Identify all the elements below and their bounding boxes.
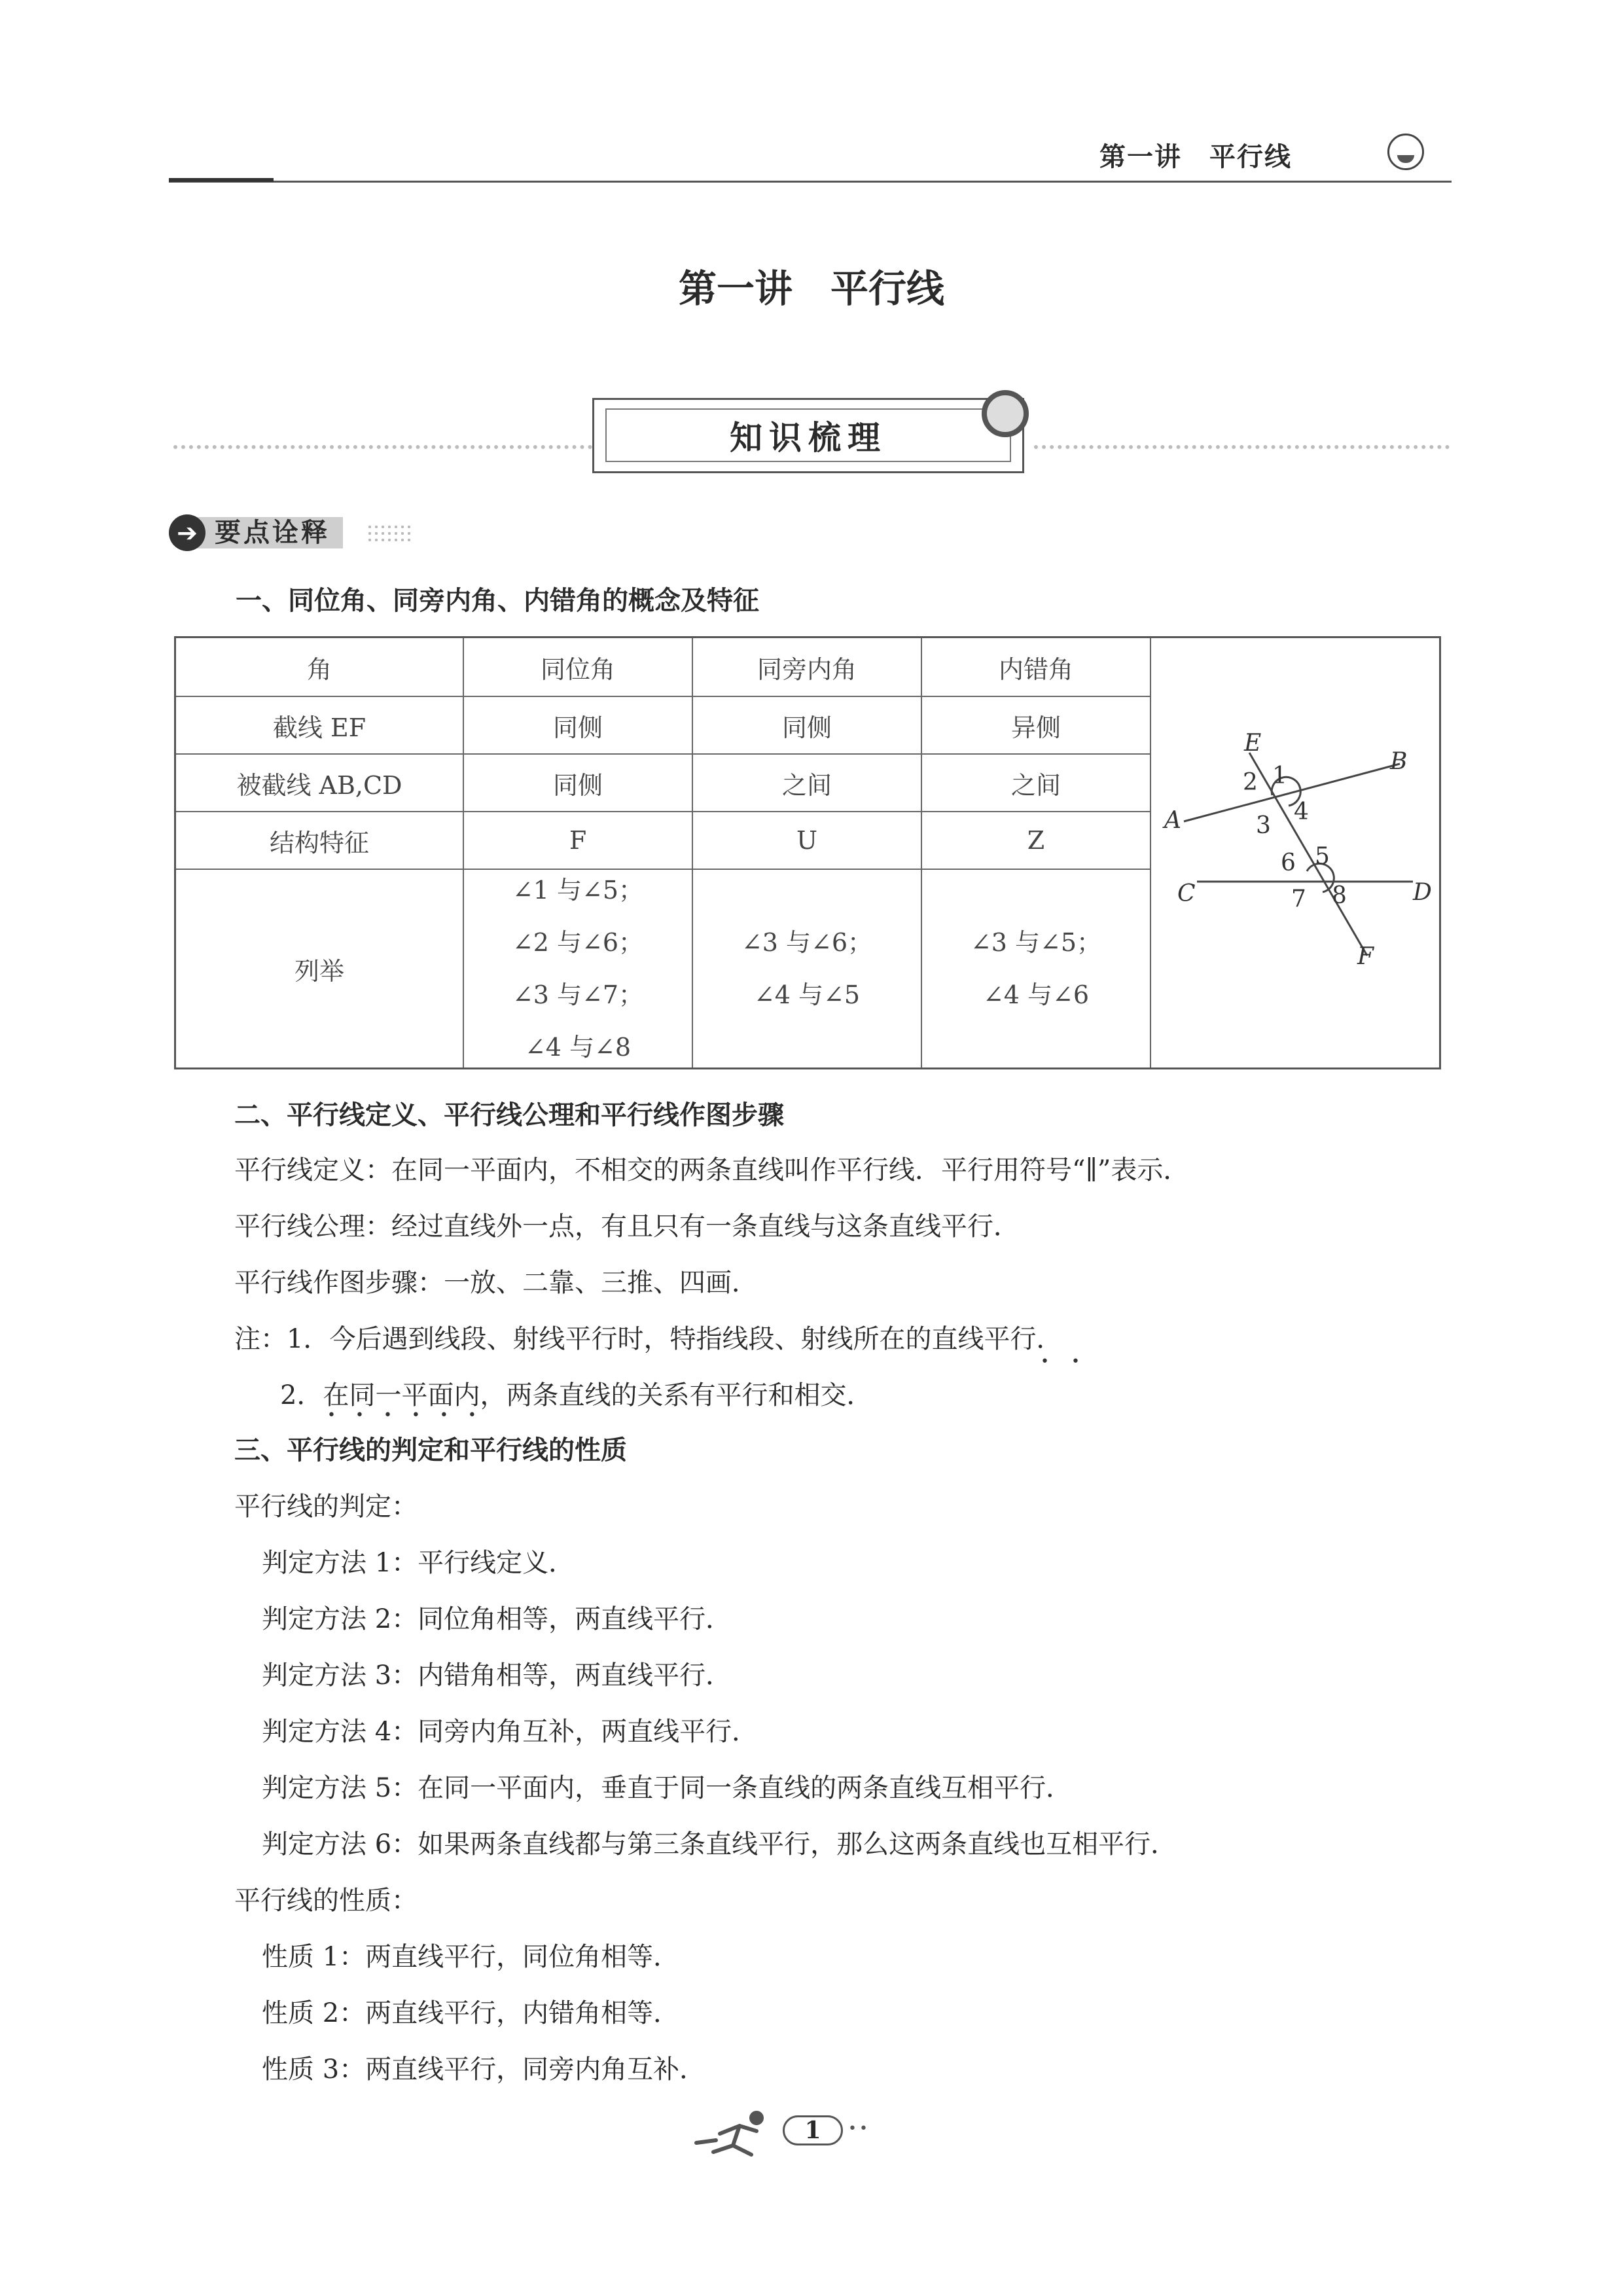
label-e: E (1244, 730, 1262, 757)
label-a: A (1164, 807, 1181, 834)
prop-item: 性质 3：两直线平行，同旁内角互补． (262, 2054, 706, 2085)
list-item: ∠3 与∠5； (970, 928, 1102, 957)
footer-dots: •• (848, 2121, 870, 2137)
header-logo-icon (1387, 134, 1424, 170)
magnifier-icon (982, 390, 1029, 437)
section3-heading: 三、平行线的判定和平行线的性质 (234, 1435, 627, 1465)
section-banner-text: 知识梳理 (730, 419, 887, 457)
table-cell: U (796, 826, 818, 855)
list-item: ∠2 与∠6； (512, 928, 644, 957)
banner-dots-left (173, 445, 592, 449)
table-header-corresponding: 同位角 (540, 655, 615, 684)
judge-item: 判定方法 3：内错角相等，两直线平行． (262, 1660, 732, 1691)
page-number: 1 (804, 2117, 821, 2144)
table-cell: 同侧 (781, 713, 832, 742)
section-banner (605, 408, 1011, 462)
table-cell-list-same-side (693, 870, 921, 1067)
paragraph-line: 平行线定义：在同一平面内，不相交的两条直线叫作平行线．平行用符号“∥”表示． (234, 1155, 1190, 1185)
prop-item: 性质 1：两直线平行，同位角相等． (262, 1942, 680, 1972)
table-cell: 之间 (781, 770, 832, 800)
angle-label-2: 2 (1243, 769, 1258, 796)
emphasis-dots: •••••• (327, 1407, 496, 1424)
table-cell: 同侧 (552, 770, 603, 800)
table-cell: 同侧 (552, 713, 603, 742)
list-item: ∠4 与∠5 (753, 980, 861, 1009)
running-header-title: 第一讲 平行线 (1099, 142, 1292, 172)
note-line: 2．在同一平面内，两条直线的关系有平行和相交． (280, 1380, 873, 1410)
table-header-alternate-interior: 内错角 (998, 655, 1073, 684)
paragraph-line: 平行线作图步骤：一放、二靠、三推、四画． (234, 1268, 758, 1298)
table-cell-list-alternate (922, 870, 1150, 1067)
table-header-same-side-interior: 同旁内角 (757, 655, 857, 684)
label-c: C (1177, 880, 1196, 907)
key-points-tag: 要点诠释 (196, 517, 343, 548)
judge-item: 判定方法 6：如果两条直线都与第三条直线平行，那么这两条直线也互相平行． (262, 1829, 1177, 1859)
angle-label-6: 6 (1281, 850, 1296, 876)
note-line: 注：1．今后遇到线段、射线平行时，特指线段、射线所在的直线平行． (234, 1324, 1063, 1354)
label-d: D (1413, 879, 1432, 906)
angle-label-8: 8 (1332, 882, 1347, 909)
paragraph-line: 平行线公理：经过直线外一点，有且只有一条直线与这条直线平行． (234, 1211, 1020, 1242)
key-points-dots (366, 524, 412, 543)
angle-label-4: 4 (1294, 798, 1309, 825)
section1-heading: 一、同位角、同旁内角、内错角的概念及特征 (236, 586, 759, 616)
table-cell: 异侧 (1010, 713, 1061, 742)
label-f: F (1357, 943, 1374, 970)
angle-label-1: 1 (1272, 762, 1287, 789)
table-cell: Z (1027, 826, 1045, 855)
table-header-angle: 角 (306, 655, 332, 684)
table-cell: 被截线 AB,CD (236, 770, 402, 800)
judge-item: 判定方法 4：同旁内角互补，两直线平行． (262, 1717, 758, 1747)
prop-title: 平行线的性质： (234, 1886, 418, 1916)
judge-item: 判定方法 1：平行线定义． (262, 1548, 575, 1578)
table-cell: 截线 EF (272, 713, 366, 742)
list-item: ∠3 与∠7； (512, 980, 644, 1009)
emphasis-dots: •• (1041, 1354, 1102, 1370)
angle-label-7: 7 (1291, 886, 1306, 912)
prop-item: 性质 2：两直线平行，内错角相等． (262, 1998, 680, 2028)
judge-item: 判定方法 5：在同一平面内，垂直于同一条直线的两条直线互相平行． (262, 1773, 1073, 1803)
table-cell: 之间 (1010, 770, 1061, 800)
transversal-figure (1151, 638, 1439, 1067)
list-item: ∠4 与∠6 (982, 980, 1090, 1009)
page-number-badge (783, 2115, 843, 2145)
table-cell: 结构特征 (269, 828, 369, 857)
judge-title: 平行线的判定： (234, 1492, 418, 1522)
table-cell-list-label: 列举 (294, 956, 344, 986)
header-rule (169, 181, 1452, 183)
section2-heading: 二、平行线定义、平行线公理和平行线作图步骤 (234, 1100, 784, 1130)
angle-label-3: 3 (1256, 812, 1271, 839)
label-b: B (1390, 748, 1408, 775)
angles-table (174, 636, 1441, 1069)
list-item: ∠4 与∠8 (524, 1033, 632, 1062)
table-cell-list-corresponding (464, 870, 692, 1067)
angle-label-5: 5 (1315, 843, 1330, 870)
list-item: ∠1 与∠5； (512, 876, 644, 905)
list-item: ∠3 与∠6； (741, 928, 873, 957)
line-ab (1184, 764, 1400, 821)
page-title: 第一讲 平行线 (678, 266, 944, 311)
line-ef (1249, 753, 1367, 956)
banner-dots-right (1034, 445, 1450, 449)
arrow-circle-icon: ➔ (169, 514, 205, 551)
judge-item: 判定方法 2：同位角相等，两直线平行． (262, 1604, 732, 1634)
runner-icon (694, 2109, 779, 2161)
header-rule-accent (169, 178, 274, 182)
table-cell: F (569, 826, 587, 855)
